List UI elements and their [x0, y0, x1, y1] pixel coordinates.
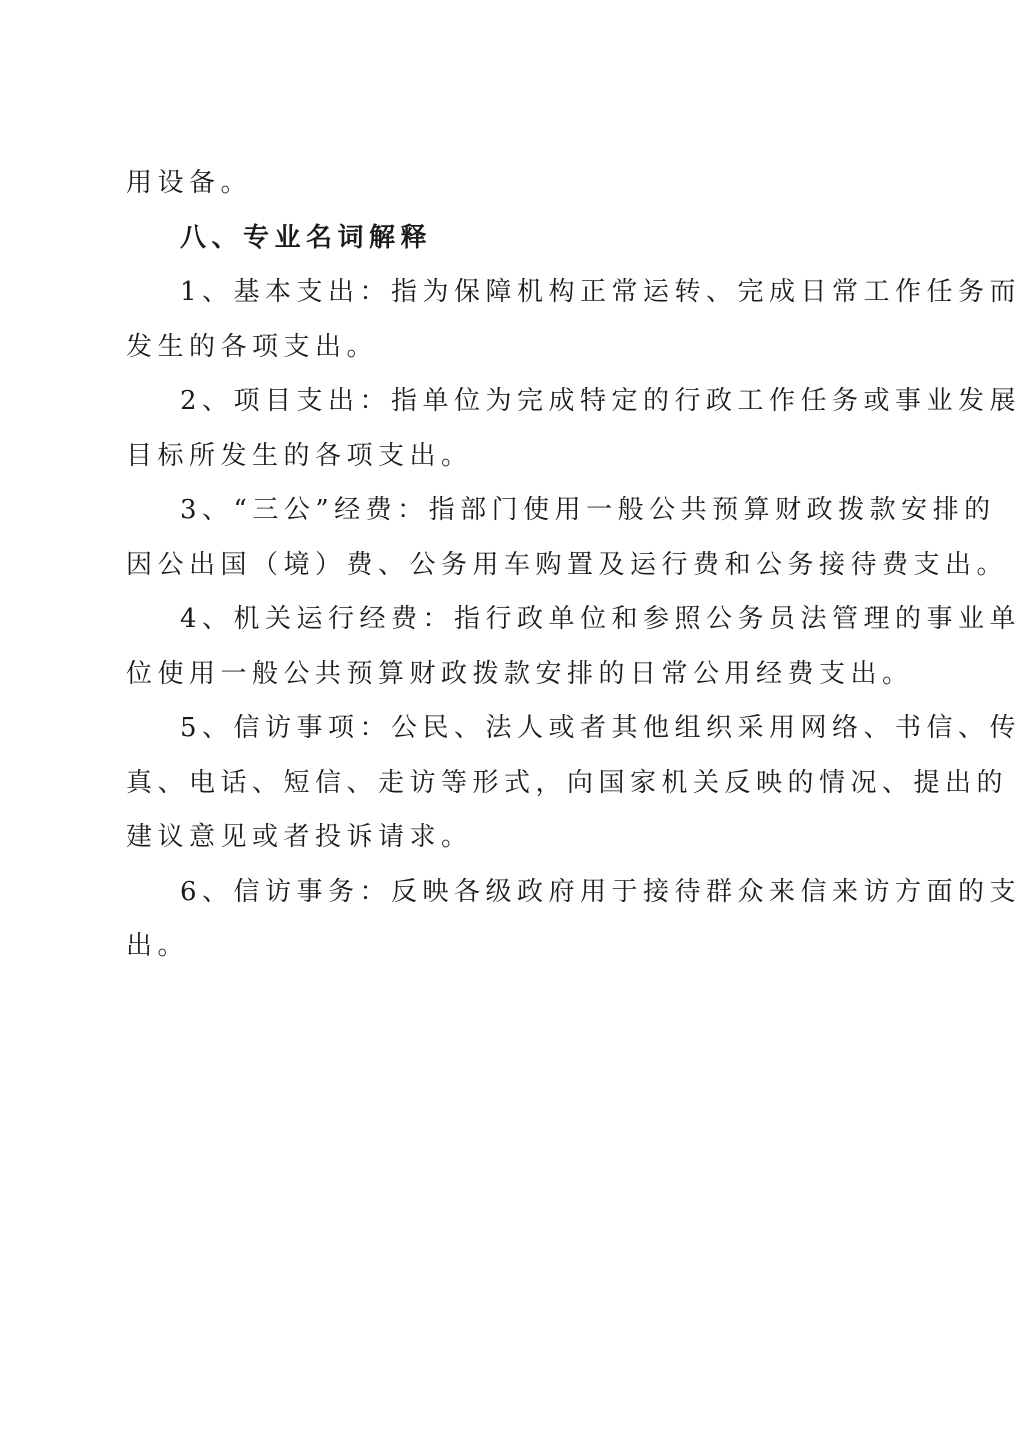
term-6-line-2: 出。 — [126, 931, 190, 961]
term-6-line-1: 6、信访事务：反映各级政府用于接待群众来信来访方面的支 — [180, 876, 1022, 907]
term-4-line-2: 位使用一般公共预算财政拨款安排的日常公用经费支出。 — [126, 658, 914, 689]
term-1-line-1: 1、基本支出：指为保障机构正常运转、完成日常工作任务而 — [180, 277, 1022, 307]
term-2-line-2: 目标所发生的各项支出。 — [126, 440, 473, 471]
term-5-line-3: 建议意见或者投诉请求。 — [126, 822, 473, 852]
continuation-text: 用设备。 — [126, 168, 253, 198]
term-5-line-2: 真、电话、短信、走访等形式，向国家机关反映的情况、提出的 — [126, 767, 1009, 798]
term-3-line-2: 因公出国（境）费、公务用车购置及运行费和公务接待费支出。 — [126, 549, 1009, 580]
term-1-line-2: 发生的各项支出。 — [126, 331, 379, 362]
term-3-line-1: 3、“三公”经费：指部门使用一般公共预算财政拨款安排的 — [180, 495, 996, 525]
term-5-line-1: 5、信访事项：公民、法人或者其他组织采用网络、书信、传 — [180, 713, 1022, 743]
term-4-line-1: 4、机关运行经费：指行政单位和参照公务员法管理的事业单 — [180, 604, 1022, 634]
document-body — [126, 156, 1022, 974]
term-2-line-1: 2、项目支出：指单位为完成特定的行政工作任务或事业发展 — [180, 386, 1022, 416]
section-heading: 八、专业名词解释 — [180, 222, 433, 253]
